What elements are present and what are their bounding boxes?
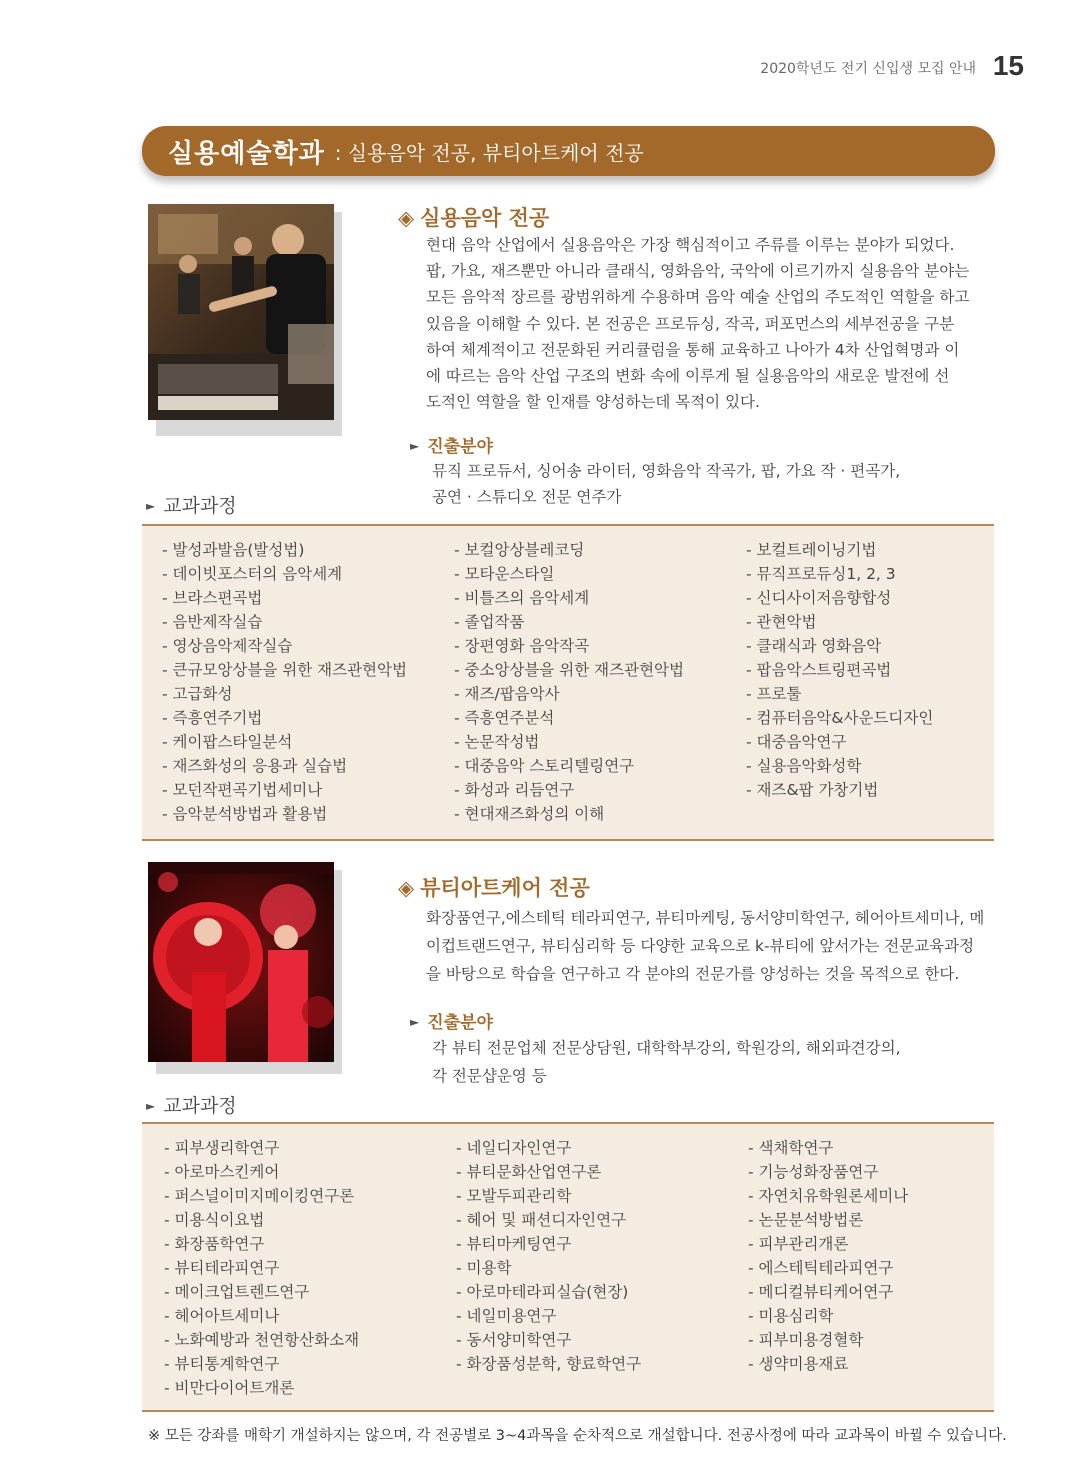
list-item: - 메이크업트렌드연구 — [164, 1283, 310, 1301]
department-name: 실용예술학과 — [168, 138, 325, 169]
list-item: - 즉흥연주기법 — [162, 709, 263, 727]
list-item: - 데이빗포스터의 음악세계 — [162, 565, 343, 583]
list-item: - 음악분석방법과 활용법 — [162, 805, 328, 823]
list-item: - 대중음악연구 — [746, 733, 847, 751]
triangle-bullet-icon: ► — [146, 1099, 156, 1113]
list-item: - 아로마스킨케어 — [164, 1163, 280, 1181]
music-studio-photo — [148, 204, 334, 420]
list-item: - 뮤직프로듀싱1, 2, 3 — [746, 565, 896, 583]
list-item: - 재즈화성의 응용과 실습법 — [162, 757, 348, 775]
list-item: - 피부미용경혈학 — [748, 1331, 864, 1349]
list-item: - 퍼스널이미지메이킹연구론 — [164, 1187, 355, 1205]
music-curriculum-column-1 — [162, 538, 407, 826]
list-item: - 클래식과 영화음악 — [746, 637, 882, 655]
beauty-career-title: ► 진출분야 — [410, 1013, 493, 1033]
list-item: - 미용식이요법 — [164, 1211, 265, 1229]
list-item: - 뷰티테라피연구 — [164, 1259, 280, 1277]
list-item: - 대중음악 스토리텔링연구 — [454, 757, 635, 775]
diamond-bullet-icon: ◈ — [398, 876, 415, 900]
list-item: - 화장품성분학, 향료학연구 — [456, 1355, 642, 1373]
list-item: - 관현악법 — [746, 613, 817, 631]
list-item: - 비틀즈의 음악세계 — [454, 589, 590, 607]
music-description: 현대 음악 산업에서 실용음악은 가장 핵심적이고 주류를 이루는 분야가 되었다. 팝, 가요, 재즈뿐만 아니라 클래식, 영화음악, 국악에 이르기까지 실용음악 분야는 모든 음악적 장르를 광범위하게 수용하며 음악 예술 산업의 주도적인 역할을 하고 있음을 이해할 수 있다. 본 전공은 프로듀싱, 작곡, 퍼포먼스의 세부전공을 구분 하여 체계적이고 전문화된 커리큘럼을 통해 교육하고 나아가 4차 산업혁명과 이 에 따르는 음악 산업 구조의 변화 속에 이루게 될 실용음악의 새로운 발전에 선 도적인 역할을 할 인재를 양성하는데 목적이 있다. — [426, 236, 970, 412]
beauty-curriculum-label: ► 교과과정 — [146, 1095, 237, 1117]
diamond-bullet-icon: ◈ — [398, 206, 415, 230]
beauty-curriculum-column-2 — [456, 1136, 641, 1376]
list-item: - 모타운스타일 — [454, 565, 555, 583]
list-item: - 논문작성법 — [454, 733, 540, 751]
list-item: - 케이팝스타일분석 — [162, 733, 293, 751]
list-item: - 보컬트레이닝기법 — [746, 541, 877, 559]
list-item: - 모발두피관리학 — [456, 1187, 572, 1205]
list-item: - 장편영화 음악작곡 — [454, 637, 590, 655]
list-item: - 피부생리학연구 — [164, 1139, 280, 1157]
music-career-list: 뮤직 프로듀서, 싱어송 라이터, 영화음악 작곡가, 팝, 가요 작 · 편곡가, 공연 · 스튜디오 전문 연주가 — [432, 462, 901, 507]
list-item: - 신디사이저음향합성 — [746, 589, 892, 607]
list-item: - 생약미용재료 — [748, 1355, 849, 1373]
list-item: - 피부관리개론 — [748, 1235, 849, 1253]
list-item: - 화장품학연구 — [164, 1235, 265, 1253]
list-item: - 발성과발음(발성법) — [162, 541, 305, 559]
list-item: - 미용학 — [456, 1259, 512, 1277]
list-item: - 미용심리학 — [748, 1307, 834, 1325]
list-item: - 에스테틱테라피연구 — [748, 1259, 894, 1277]
list-item: - 비만다이어트개론 — [164, 1379, 295, 1397]
list-item: - 동서양미학연구 — [456, 1331, 572, 1349]
footnote: ※ 모든 강좌를 매학기 개설하지는 않으며, 각 전공별로 3~4과목을 순차적으로 개설합니다. 전공사정에 따라 교과목이 바뀔 수 있습니다. — [148, 1428, 1007, 1444]
list-item: - 자연치유학원론세미나 — [748, 1187, 909, 1205]
beauty-performance-photo — [148, 862, 334, 1062]
list-item: - 중소앙상블을 위한 재즈관현악법 — [454, 661, 684, 679]
list-item: - 논문분석방법론 — [748, 1211, 864, 1229]
page-number: 15 — [992, 50, 1024, 81]
list-item: - 팝음악스트링편곡법 — [746, 661, 892, 679]
list-item: - 네일디자인연구 — [456, 1139, 572, 1157]
department-majors: : 실용음악 전공, 뷰티아트케어 전공 — [334, 140, 644, 165]
beauty-curriculum-column-1 — [164, 1136, 359, 1400]
music-curriculum-column-2 — [454, 538, 684, 826]
list-item: - 보컬앙상블레코딩 — [454, 541, 585, 559]
list-item: - 재즈/팝음악사 — [454, 685, 560, 703]
list-item: - 음반제작실습 — [162, 613, 263, 631]
department-title-bar — [142, 126, 995, 176]
list-item: - 기능성화장품연구 — [748, 1163, 879, 1181]
beauty-curriculum-box — [142, 1122, 994, 1412]
music-curriculum-label: ► 교과과정 — [146, 495, 237, 517]
triangle-bullet-icon: ► — [146, 499, 156, 513]
running-title: 2020학년도 전기 신입생 모집 안내 — [760, 61, 976, 77]
list-item: - 뷰티통계학연구 — [164, 1355, 280, 1373]
music-curriculum-box — [142, 524, 994, 841]
list-item: - 컴퓨터음악&사운드디자인 — [746, 709, 934, 727]
list-item: - 즉흥연주분석 — [454, 709, 555, 727]
list-item: - 프로툴 — [746, 685, 802, 703]
triangle-bullet-icon: ► — [410, 1015, 420, 1029]
list-item: - 화성과 리듬연구 — [454, 781, 575, 799]
list-item: - 헤어 및 패션디자인연구 — [456, 1211, 627, 1229]
list-item: - 노화예방과 천연항산화소재 — [164, 1331, 360, 1349]
music-major-title: ◈ 실용음악 전공 — [398, 206, 550, 230]
list-item: - 모던작편곡기법세미나 — [162, 781, 323, 799]
music-curriculum-column-3 — [746, 538, 933, 802]
beauty-major-title: ◈ 뷰티아트케어 전공 — [398, 876, 590, 900]
music-career-title: ► 진출분야 — [410, 437, 493, 457]
list-item: - 재즈&팝 가창기법 — [746, 781, 879, 799]
list-item: - 영상음악제작실습 — [162, 637, 293, 655]
beauty-description: 화장품연구,에스테틱 테라피연구, 뷰티마케팅, 동서양미학연구, 헤어아트세미나, 메 이컵트랜드연구, 뷰티심리학 등 다양한 교육으로 k-뷰티에 앞서가는 전문교육과정 을 바탕으로 학습을 연구하고 각 분야의 전문가를 양성하는 것을 목적으로 한다. — [426, 909, 985, 983]
list-item: - 아로마테라피실습(현장) — [456, 1283, 629, 1301]
list-item: - 고급화성 — [162, 685, 233, 703]
list-item: - 실용음악화성학 — [746, 757, 862, 775]
list-item: - 색채학연구 — [748, 1139, 834, 1157]
list-item: - 현대재즈화성의 이해 — [454, 805, 605, 823]
list-item: - 네일미용연구 — [456, 1307, 557, 1325]
list-item: - 큰규모앙상블을 위한 재즈관현악법 — [162, 661, 407, 679]
list-item: - 메디컬뷰티케어연구 — [748, 1283, 894, 1301]
list-item: - 뷰티문화산업연구론 — [456, 1163, 602, 1181]
list-item: - 헤어아트세미나 — [164, 1307, 280, 1325]
list-item: - 브라스편곡법 — [162, 589, 263, 607]
list-item: - 뷰티마케팅연구 — [456, 1235, 572, 1253]
beauty-curriculum-column-3 — [748, 1136, 908, 1376]
triangle-bullet-icon: ► — [410, 439, 420, 453]
list-item: - 졸업작품 — [454, 613, 525, 631]
beauty-career-list: 각 뷰티 전문업체 전문상담원, 대학학부강의, 학원강의, 해외파견강의, 각 전문샵운영 등 — [432, 1039, 901, 1085]
